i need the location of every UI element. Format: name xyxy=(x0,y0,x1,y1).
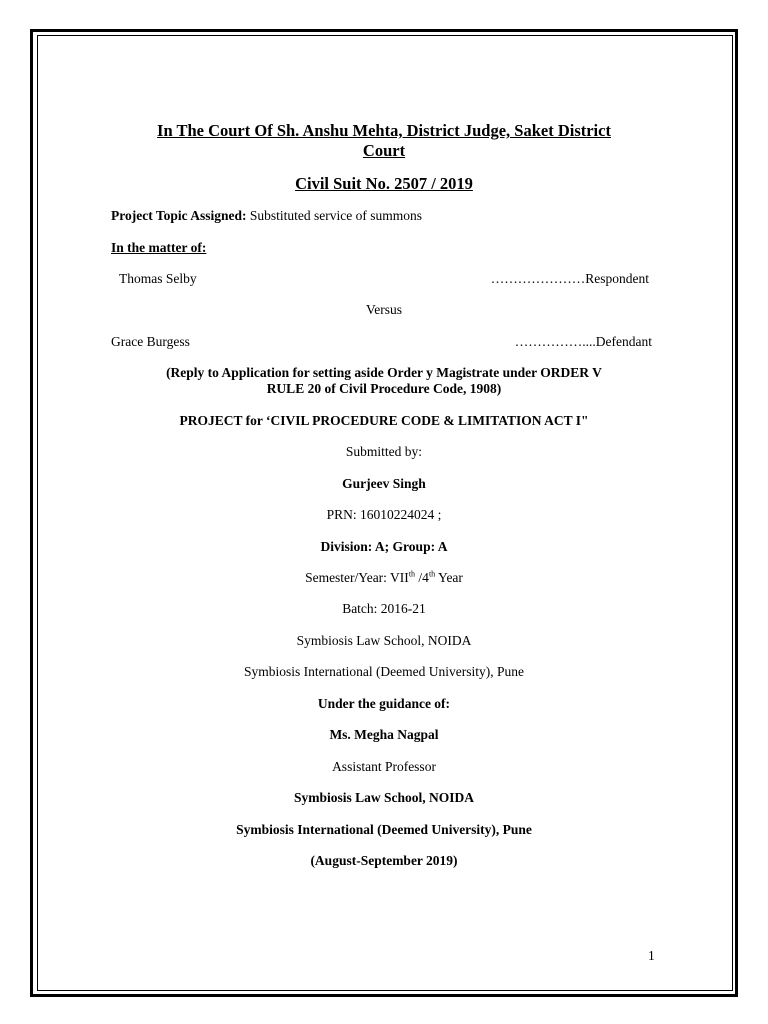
versus-label: Versus xyxy=(366,302,402,317)
matter-heading: In the matter of: xyxy=(111,240,207,255)
party2-role: ……………....Defendant xyxy=(514,334,652,349)
guide-university: Symbiosis International (Deemed University), Pune xyxy=(236,822,532,837)
student-name: Gurjeev Singh xyxy=(342,476,426,491)
project-topic-label: Project Topic Assigned: xyxy=(111,208,247,223)
division-group: Division: A; Group: A xyxy=(320,539,448,554)
student-university: Symbiosis International (Deemed University), Pune xyxy=(243,664,525,679)
project-topic xyxy=(111,208,422,224)
project-topic-value: Substituted service of summons xyxy=(246,208,423,223)
page-number: 1 xyxy=(648,948,655,963)
party1-name: Thomas Selby xyxy=(119,271,197,286)
semester-suffix: Year xyxy=(435,570,463,585)
batch: Batch: 2016-21 xyxy=(342,601,426,616)
project-title: PROJECT for ‘CIVIL PROCEDURE CODE & LIMITATION ACT I" xyxy=(179,413,589,428)
semester-year xyxy=(0,570,768,586)
year-sup: th xyxy=(428,569,436,579)
prn-number: PRN: 16010224024 ; xyxy=(326,507,442,522)
semester-mid: /4 xyxy=(415,570,429,585)
guidance-heading: Under the guidance of: xyxy=(317,696,451,711)
guide-name: Ms. Megha Nagpal xyxy=(329,727,439,742)
reply-line2: RULE 20 of Civil Procedure Code, 1908) xyxy=(266,381,502,396)
semester-prefix: Semester/Year: VII xyxy=(305,570,409,585)
guide-school: Symbiosis Law School, NOIDA xyxy=(293,790,475,805)
suit-number: Civil Suit No. 2507 / 2019 xyxy=(295,174,473,193)
court-title-line2: Court xyxy=(362,141,406,160)
student-school: Symbiosis Law School, NOIDA xyxy=(296,633,472,648)
submission-period: (August-September 2019) xyxy=(310,853,458,868)
party2-name: Grace Burgess xyxy=(111,334,190,349)
guide-designation: Assistant Professor xyxy=(332,759,436,774)
submitted-by-label: Submitted by: xyxy=(345,444,423,459)
reply-line1: (Reply to Application for setting aside Order y Magistrate under ORDER V xyxy=(166,365,602,380)
court-title-line1: In The Court Of Sh. Anshu Mehta, District Judge, Saket District xyxy=(157,121,611,140)
party1-role: …………………Respondent xyxy=(490,271,649,286)
semester-sup: th xyxy=(408,569,416,579)
